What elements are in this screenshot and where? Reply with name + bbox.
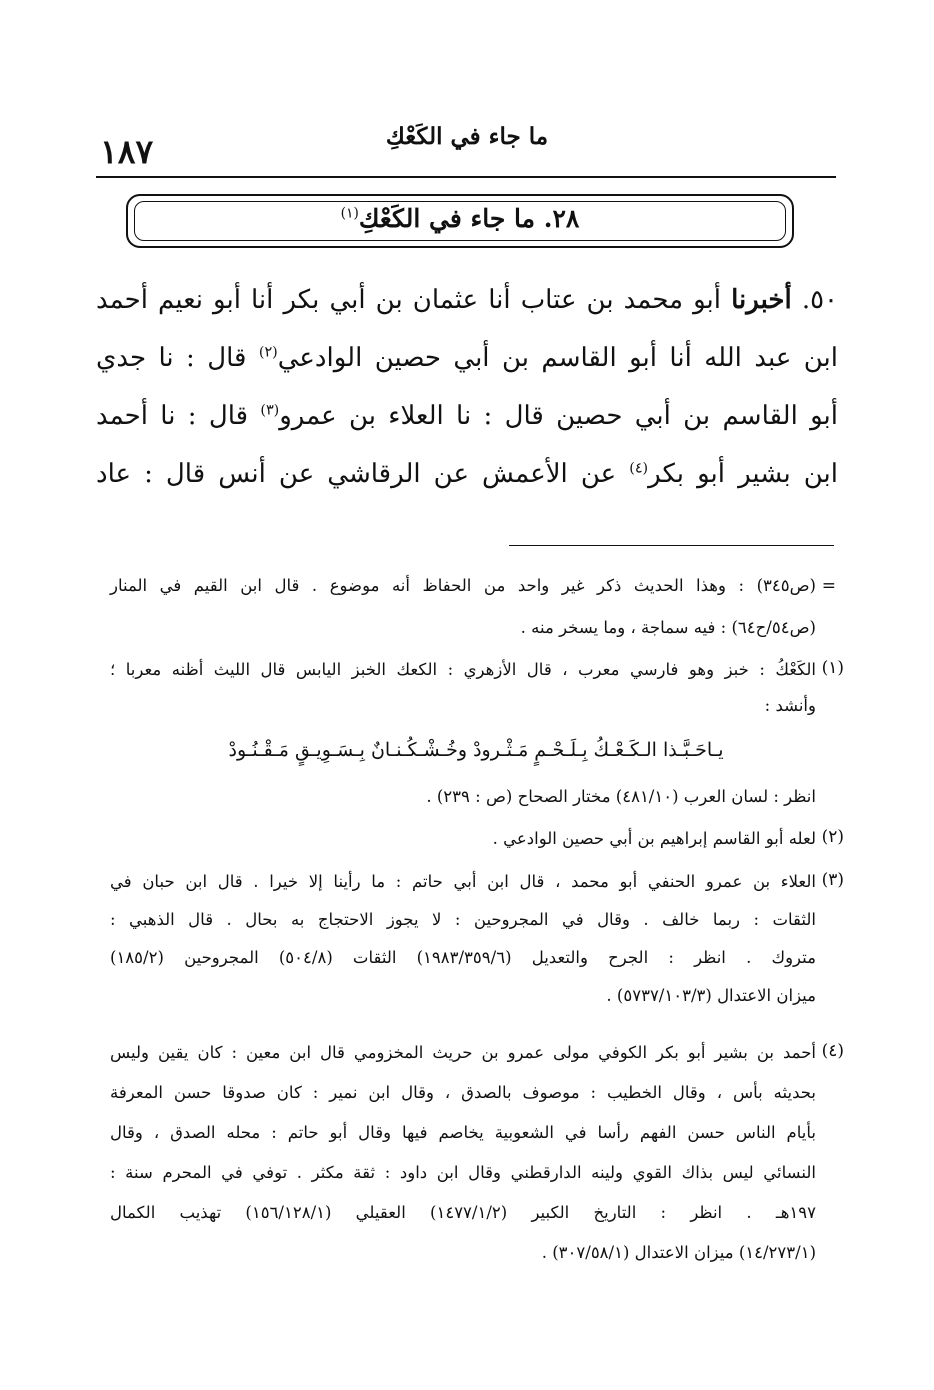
footnote-1-line-1: الكَعْكُ : خبز وهو فارسي معرب ، قال الأزهري : الكعك الخبز اليابس قال الليث أظنه معربا ؛	[110, 660, 816, 679]
hadith-lead-word: أخبرنا	[731, 285, 792, 315]
hadith-line-2-tail: قال : نا جدي	[96, 343, 247, 373]
footnote-4-line-6: (١٤/٢٧٣/١) ميزان الاعتدال (٣٠٧/٥٨/١) .	[541, 1243, 816, 1262]
hadith-footnote-mark-2: (٢)	[258, 344, 278, 361]
hadith-footnote-mark-3: (٣)	[260, 402, 280, 419]
footnote-4-line-4: النسائي ليس بذاك القوي ولينه الدارقطني وقال ابن داود : ثقة مكثر . توفي في المحرم سنة :	[110, 1163, 816, 1182]
footnote-1-number: (١)	[821, 658, 844, 678]
hadith-line-4-text: ابن بشير أبو بكر	[648, 459, 839, 489]
hadith-line-4	[96, 461, 838, 487]
chapter-title-text: ٢٨. ما جاء في الكَعْكِ	[358, 204, 580, 233]
hadith-number: ٥٠.	[801, 285, 839, 315]
footnote-3-line-1: العلاء بن عمرو الحنفي أبو محمد ، قال ابن أبي حاتم : ما رأينا إلا خيرا . قال ابن حبان في	[110, 872, 816, 891]
footnote-continuation-line-1: (ص٣٤٥) : وهذا الحديث ذكر غير واحد من الحفاظ أنه موضوع . قال ابن القيم في المنار	[110, 576, 816, 595]
footnote-3-line-2: الثقات : ربما خالف . وقال في المجروحين : لا يجوز الاحتجاج به بحال . قال الذهبي :	[110, 910, 816, 929]
footnote-1-reference: انظر : لسان العرب (٤٨١/١٠) مختار الصحاح (ص : ٢٣٩) .	[426, 787, 816, 806]
page-number: ١٨٧	[100, 132, 154, 171]
hadith-line-3-tail: قال : نا أحمد	[96, 401, 249, 431]
footnote-continuation-line-2: (ص٥٤/ح٦٤) : فيه سماجة ، وما يسخر منه .	[520, 618, 816, 637]
hadith-line-1	[96, 287, 838, 313]
chapter-title-box	[126, 194, 794, 248]
footnote-2-line-1: لعله أبو القاسم إبراهيم بن أبي حصين الوادعي .	[492, 829, 816, 848]
footnote-1-line-2: وأنشد :	[764, 696, 816, 715]
footnote-continuation-mark: =	[821, 576, 836, 596]
hadith-line-4-tail: عن الأعمش عن الرقاشي عن أنس قال : عاد	[96, 459, 617, 489]
footnote-3-number: (٣)	[821, 870, 844, 890]
footnote-2-number: (٢)	[821, 827, 844, 847]
chapter-title	[128, 204, 792, 233]
hadith-line-3-text: أبو القاسم بن أبي حصين قال : نا العلاء بن عمرو	[279, 401, 838, 431]
hadith-line-2-text: ابن عبد الله أنا أبو القاسم بن أبي حصين الوادعي	[277, 343, 838, 373]
footnote-separator	[509, 545, 834, 546]
footnote-4-line-2: بحديثه بأس ، وقال الخطيب : موصوف بالصدق ، وقال ابن نمير : كان صدوقا حسن المعرفة	[110, 1083, 816, 1102]
chapter-footnote-mark: (١)	[340, 205, 359, 222]
hadith-line-2	[96, 345, 838, 371]
footnote-4-line-3: بأيام الناس حسن الفهم رأسا في الشعوبية يخاصم فيها وقال أبو حاتم : محله الصدق ، وقال	[110, 1123, 816, 1142]
footnote-3-line-4: ميزان الاعتدال (٥٧٣٧/١٠٣/٣) .	[606, 986, 816, 1005]
footnote-1-poem-verse: يـاحَـبَّـذا الـكَـعْـكُ بِـلَـحْـمٍ مَـثْـرودْ وخُـشْـكُـنـانٌ بِـسَـوِيـقٍ مَـقْـنُـودْ	[228, 739, 724, 761]
footnote-3-line-3: متروك . انظر : الجرح والتعديل (١٩٨٣/٣٥٩/٦) الثقات (٥٠٤/٨) المجروحين (١٨٥/٢)	[110, 948, 816, 967]
hadith-line-3	[96, 403, 838, 429]
footnote-4-line-5: ١٩٧هـ . انظر : التاريخ الكبير (١٤٧٧/١/٢) العقيلي (١٥٦/١٢٨/١) تهذيب الكمال	[110, 1203, 816, 1222]
hadith-line-1-text: أبو محمد بن عتاب أنا عثمان بن أبي بكر أنا أبو نعيم أحمد	[96, 285, 721, 315]
running-title: ما جاء في الكَعْكِ	[385, 123, 549, 150]
footnote-4-number: (٤)	[821, 1041, 844, 1061]
header-rule	[96, 176, 836, 178]
hadith-footnote-mark-4: (٤)	[629, 460, 649, 477]
footnote-4-line-1: أحمد بن بشير أبو بكر الكوفي مولى عمرو بن حريث المخزومي قال ابن معين : كان يقين وليس	[110, 1043, 816, 1062]
